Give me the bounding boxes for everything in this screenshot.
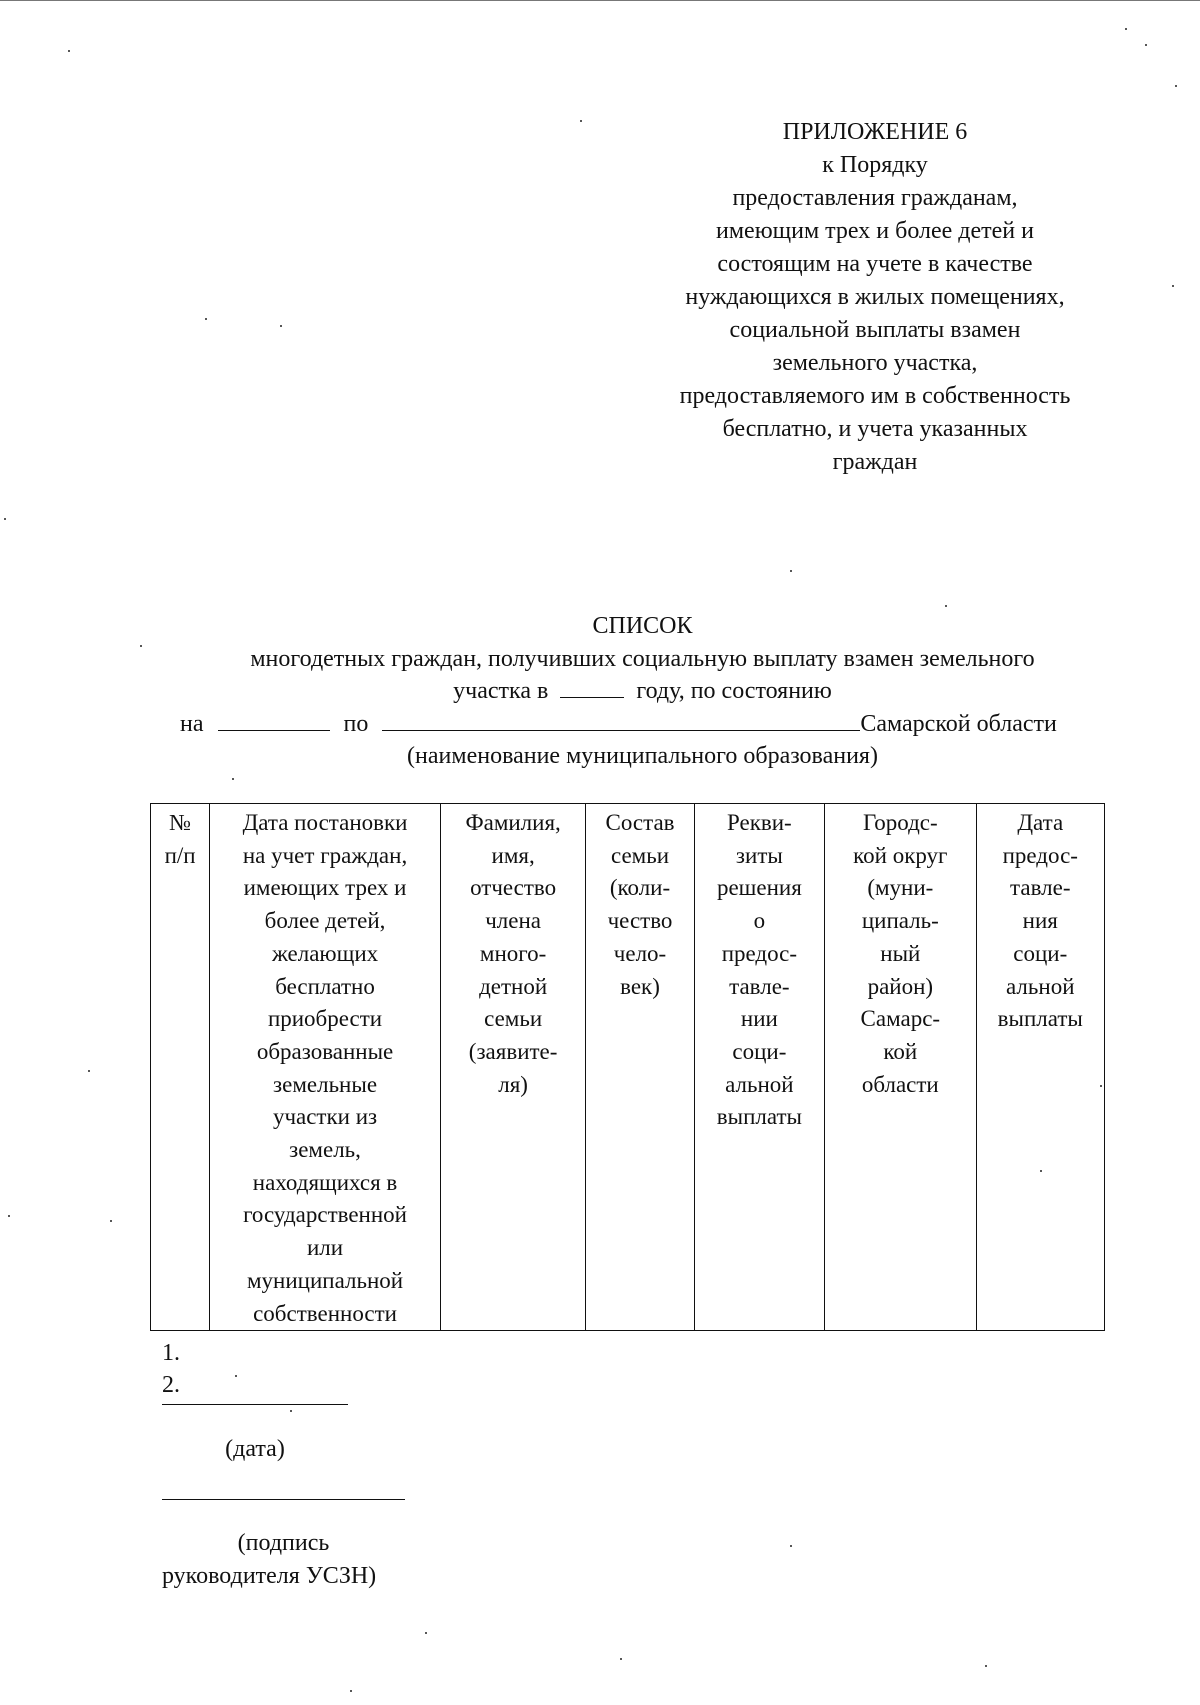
appendix-line: земельного участка, [772, 350, 978, 376]
scan-speck [1172, 285, 1174, 287]
scan-speck [580, 120, 582, 122]
header-line: на учет граждан, [242, 842, 408, 868]
appendix-line: бесплатно, и учета указанных [722, 416, 1028, 442]
header-line: земельные [273, 1071, 378, 1097]
scan-speck [280, 325, 282, 327]
municipality-note: (наименование муниципального образования) [407, 743, 878, 769]
table-header-row [151, 804, 1105, 1331]
header-line: предос- [721, 940, 798, 966]
col-district [825, 804, 976, 1331]
year-blank-field[interactable] [560, 675, 624, 698]
header-line: тавле- [729, 973, 790, 999]
header-line: соци- [1013, 940, 1068, 966]
header-line: желающих [271, 940, 379, 966]
appendix-line: нуждающихся в жилых помещениях, [685, 284, 1065, 310]
date-label: (дата) [225, 1436, 285, 1462]
header-line: или [306, 1235, 344, 1261]
year-prefix: участка в [453, 678, 549, 704]
col-registration-date [210, 804, 441, 1331]
header-line: участки из [272, 1104, 378, 1130]
col-applicant-name [440, 804, 585, 1331]
header-line: отчество [470, 875, 557, 901]
header-line: п/п [164, 842, 196, 868]
list-subtitle: многодетных граждан, получивших социальную выплату взамен земельного [250, 645, 1035, 672]
region-label: Самарской области [860, 711, 1057, 737]
header-line: век) [620, 973, 660, 999]
list-item-1-number: 1. [162, 1340, 180, 1366]
header-line: альной [725, 1071, 794, 1097]
head-signature-line[interactable] [162, 1499, 405, 1500]
header-line: кой округ [853, 842, 948, 868]
appendix-title: ПРИЛОЖЕНИЕ 6 [782, 119, 968, 145]
header-line: зиты [735, 842, 783, 868]
col-decision-details [694, 804, 824, 1331]
scan-speck [232, 778, 234, 780]
scan-speck [985, 1665, 987, 1667]
header-line: нии [740, 1006, 778, 1032]
header-line: много- [479, 940, 547, 966]
scan-speck [1145, 44, 1147, 46]
header-line: образованные [256, 1038, 394, 1064]
scan-speck [290, 1410, 292, 1412]
header-line: (коли- [609, 875, 671, 901]
header-line: государственной [243, 1202, 407, 1228]
header-line: земель, [289, 1137, 361, 1163]
header-line: находящихся в [252, 1169, 398, 1195]
appendix-header [620, 116, 1130, 479]
date-region-line [180, 708, 1105, 740]
header-line: Городс- [862, 810, 938, 835]
header-line: муниципальной [246, 1267, 404, 1293]
scan-speck [1175, 85, 1177, 87]
header-line: Состав [605, 810, 675, 835]
header-line: области [861, 1071, 939, 1097]
header-line: Дата постановки [242, 810, 408, 835]
header-line: семьи [610, 842, 670, 868]
header-line: ципаль- [861, 908, 939, 934]
header-line: выплаты [716, 1104, 802, 1130]
header-line: бесплатно [275, 973, 375, 999]
header-line: имеющих трех и [243, 875, 407, 901]
date-signature-line[interactable] [162, 1404, 348, 1405]
header-line: члена [485, 908, 541, 934]
header-line: выплаты [997, 1006, 1083, 1032]
scan-speck [425, 1632, 427, 1634]
appendix-line: к Порядку [822, 152, 928, 178]
header-line: соци- [732, 1038, 787, 1064]
header-line: о [753, 908, 766, 934]
appendix-line: имеющим трех и более детей и [716, 218, 1034, 244]
col-payment-date [976, 804, 1104, 1331]
header-line: семьи [484, 1006, 543, 1032]
list-title [150, 610, 1135, 708]
scan-speck [235, 1375, 237, 1377]
header-line: Самарс- [860, 1006, 941, 1032]
col-family-size [586, 804, 694, 1331]
header-line: кой [883, 1038, 918, 1064]
header-line: район) [867, 973, 934, 999]
municipality-blank-field[interactable] [382, 708, 860, 731]
po-label: по [343, 711, 369, 737]
na-label: на [180, 711, 204, 737]
year-suffix: году, по состоянию [636, 678, 832, 704]
list-heading: СПИСОК [592, 613, 693, 639]
header-line: Рекви- [727, 810, 792, 835]
header-line: Дата [1017, 810, 1064, 835]
scan-speck [1125, 28, 1127, 30]
scan-speck [88, 1070, 90, 1072]
header-line: чело- [613, 940, 667, 966]
header-line: имя, [491, 842, 535, 868]
appendix-line: предоставления гражданам, [732, 185, 1018, 211]
header-line: ный [880, 940, 921, 966]
header-line: решения [716, 875, 802, 901]
sign-label-line1: (подпись [237, 1530, 330, 1556]
appendix-line: предоставляемого им в собственность [679, 383, 1071, 409]
scan-speck [350, 1690, 352, 1692]
header-line: тавле- [1010, 875, 1071, 901]
scan-speck [140, 645, 142, 647]
scan-speck [68, 50, 70, 52]
header-line: (муни- [867, 875, 934, 901]
list-item-2-number: 2. [162, 1372, 180, 1398]
header-line: собственности [253, 1300, 397, 1326]
scan-speck [110, 1220, 112, 1222]
appendix-line: состоящим на учете в качестве [717, 251, 1033, 277]
citizens-list-table [150, 803, 1105, 1331]
sign-label-line2: руководителя УСЗН) [162, 1563, 377, 1589]
col-number [151, 804, 210, 1331]
page-top-edge [0, 0, 1200, 1]
scan-speck [8, 1215, 10, 1217]
header-line: ния [1022, 908, 1058, 934]
header-line: чество [607, 908, 673, 934]
header-line: детной [479, 973, 548, 999]
date-blank-field[interactable] [218, 708, 330, 731]
header-line: № [169, 810, 192, 835]
scan-speck [790, 570, 792, 572]
header-line: ля) [498, 1071, 528, 1097]
appendix-line: граждан [832, 449, 918, 475]
header-line: приобрести [267, 1006, 383, 1032]
header-line: более детей, [264, 908, 386, 934]
header-line: (заявите- [468, 1038, 558, 1064]
scan-speck [790, 1545, 792, 1547]
scan-speck [4, 518, 6, 520]
header-line: Фамилия, [465, 810, 561, 835]
scan-speck [205, 318, 207, 320]
scan-speck [620, 1658, 622, 1660]
list-year-line [150, 675, 1135, 708]
header-line: предос- [1002, 842, 1078, 868]
appendix-line: социальной выплаты взамен [729, 317, 1021, 343]
header-line: альной [1006, 973, 1075, 999]
scan-speck [945, 605, 947, 607]
